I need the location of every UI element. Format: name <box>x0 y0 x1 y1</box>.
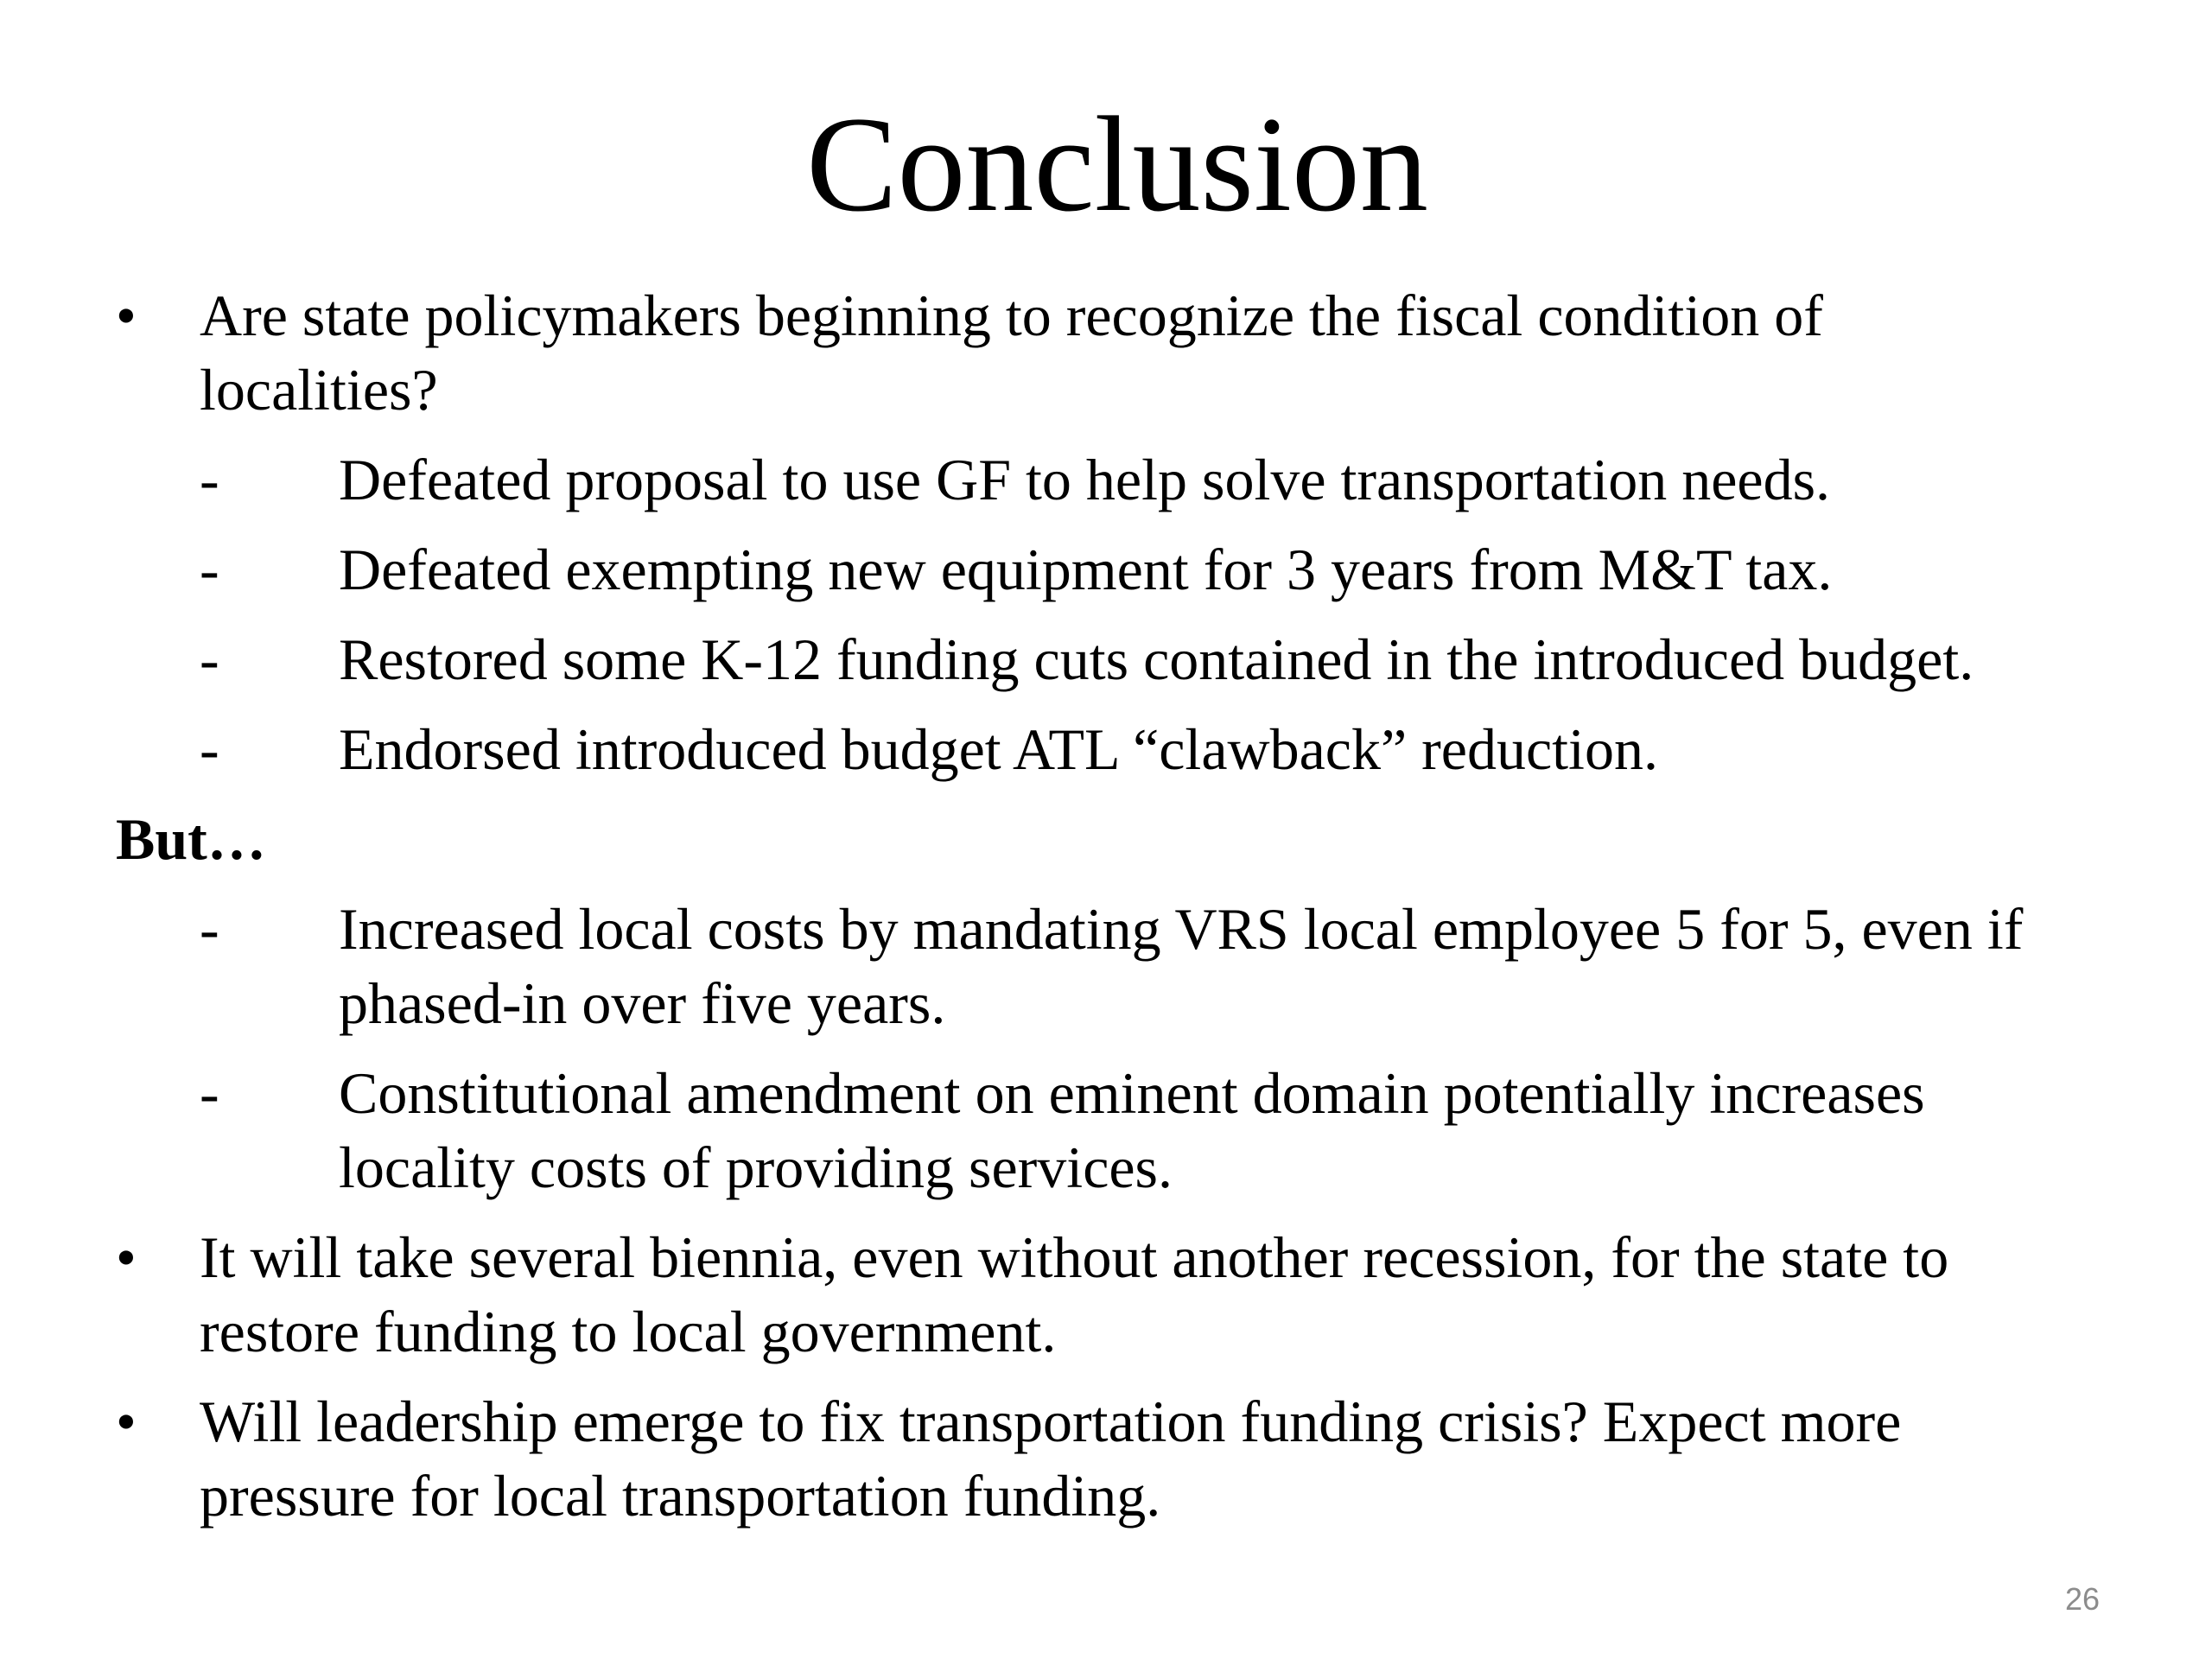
sub-item: Restored some K-12 funding cuts contained in the introduced budget. <box>339 626 1974 692</box>
sub-item-line: Increased local costs by mandating VRS local employee 5 for 5, even if <box>339 896 2024 962</box>
sub-item: Endorsed introduced budget ATL “clawback” reduction. <box>339 716 1658 782</box>
bullet-marker: • <box>116 1389 137 1454</box>
bullet-text-line: Are state policymakers beginning to recognize the fiscal condition of <box>200 283 1823 348</box>
bullet-text-line: pressure for local transportation funding. <box>200 1463 1161 1529</box>
sub-item-line: locality costs of providing services. <box>339 1135 1173 1200</box>
bullet-text-line: restore funding to local government. <box>200 1299 1057 1364</box>
dash-marker: - <box>200 626 219 692</box>
slide-title: Conclusion <box>806 89 1428 240</box>
dash-marker: - <box>200 447 219 512</box>
dash-marker: - <box>200 716 219 782</box>
bullet-text-line: Will leadership emerge to fix transportation funding crisis? Expect more <box>200 1389 1902 1454</box>
bullet-marker: • <box>116 1224 137 1290</box>
bullet-marker: • <box>116 283 137 348</box>
dash-marker: - <box>200 1060 219 1126</box>
dash-marker: - <box>200 896 219 962</box>
bullet-text-line: It will take several biennia, even without another recession, for the state to <box>200 1224 1949 1290</box>
sub-item-line: phased-in over five years. <box>339 970 946 1036</box>
but-label: But… <box>116 806 266 872</box>
sub-item: Defeated exempting new equipment for 3 years from M&T tax. <box>339 537 1833 602</box>
dash-marker: - <box>200 537 219 602</box>
bullet-text-line: localities? <box>200 357 438 423</box>
sub-item: Defeated proposal to use GF to help solve transportation needs. <box>339 447 1831 512</box>
sub-item-line: Constitutional amendment on eminent domain potentially increases <box>339 1060 1925 1126</box>
page-number: 26 <box>2065 1581 2101 1617</box>
